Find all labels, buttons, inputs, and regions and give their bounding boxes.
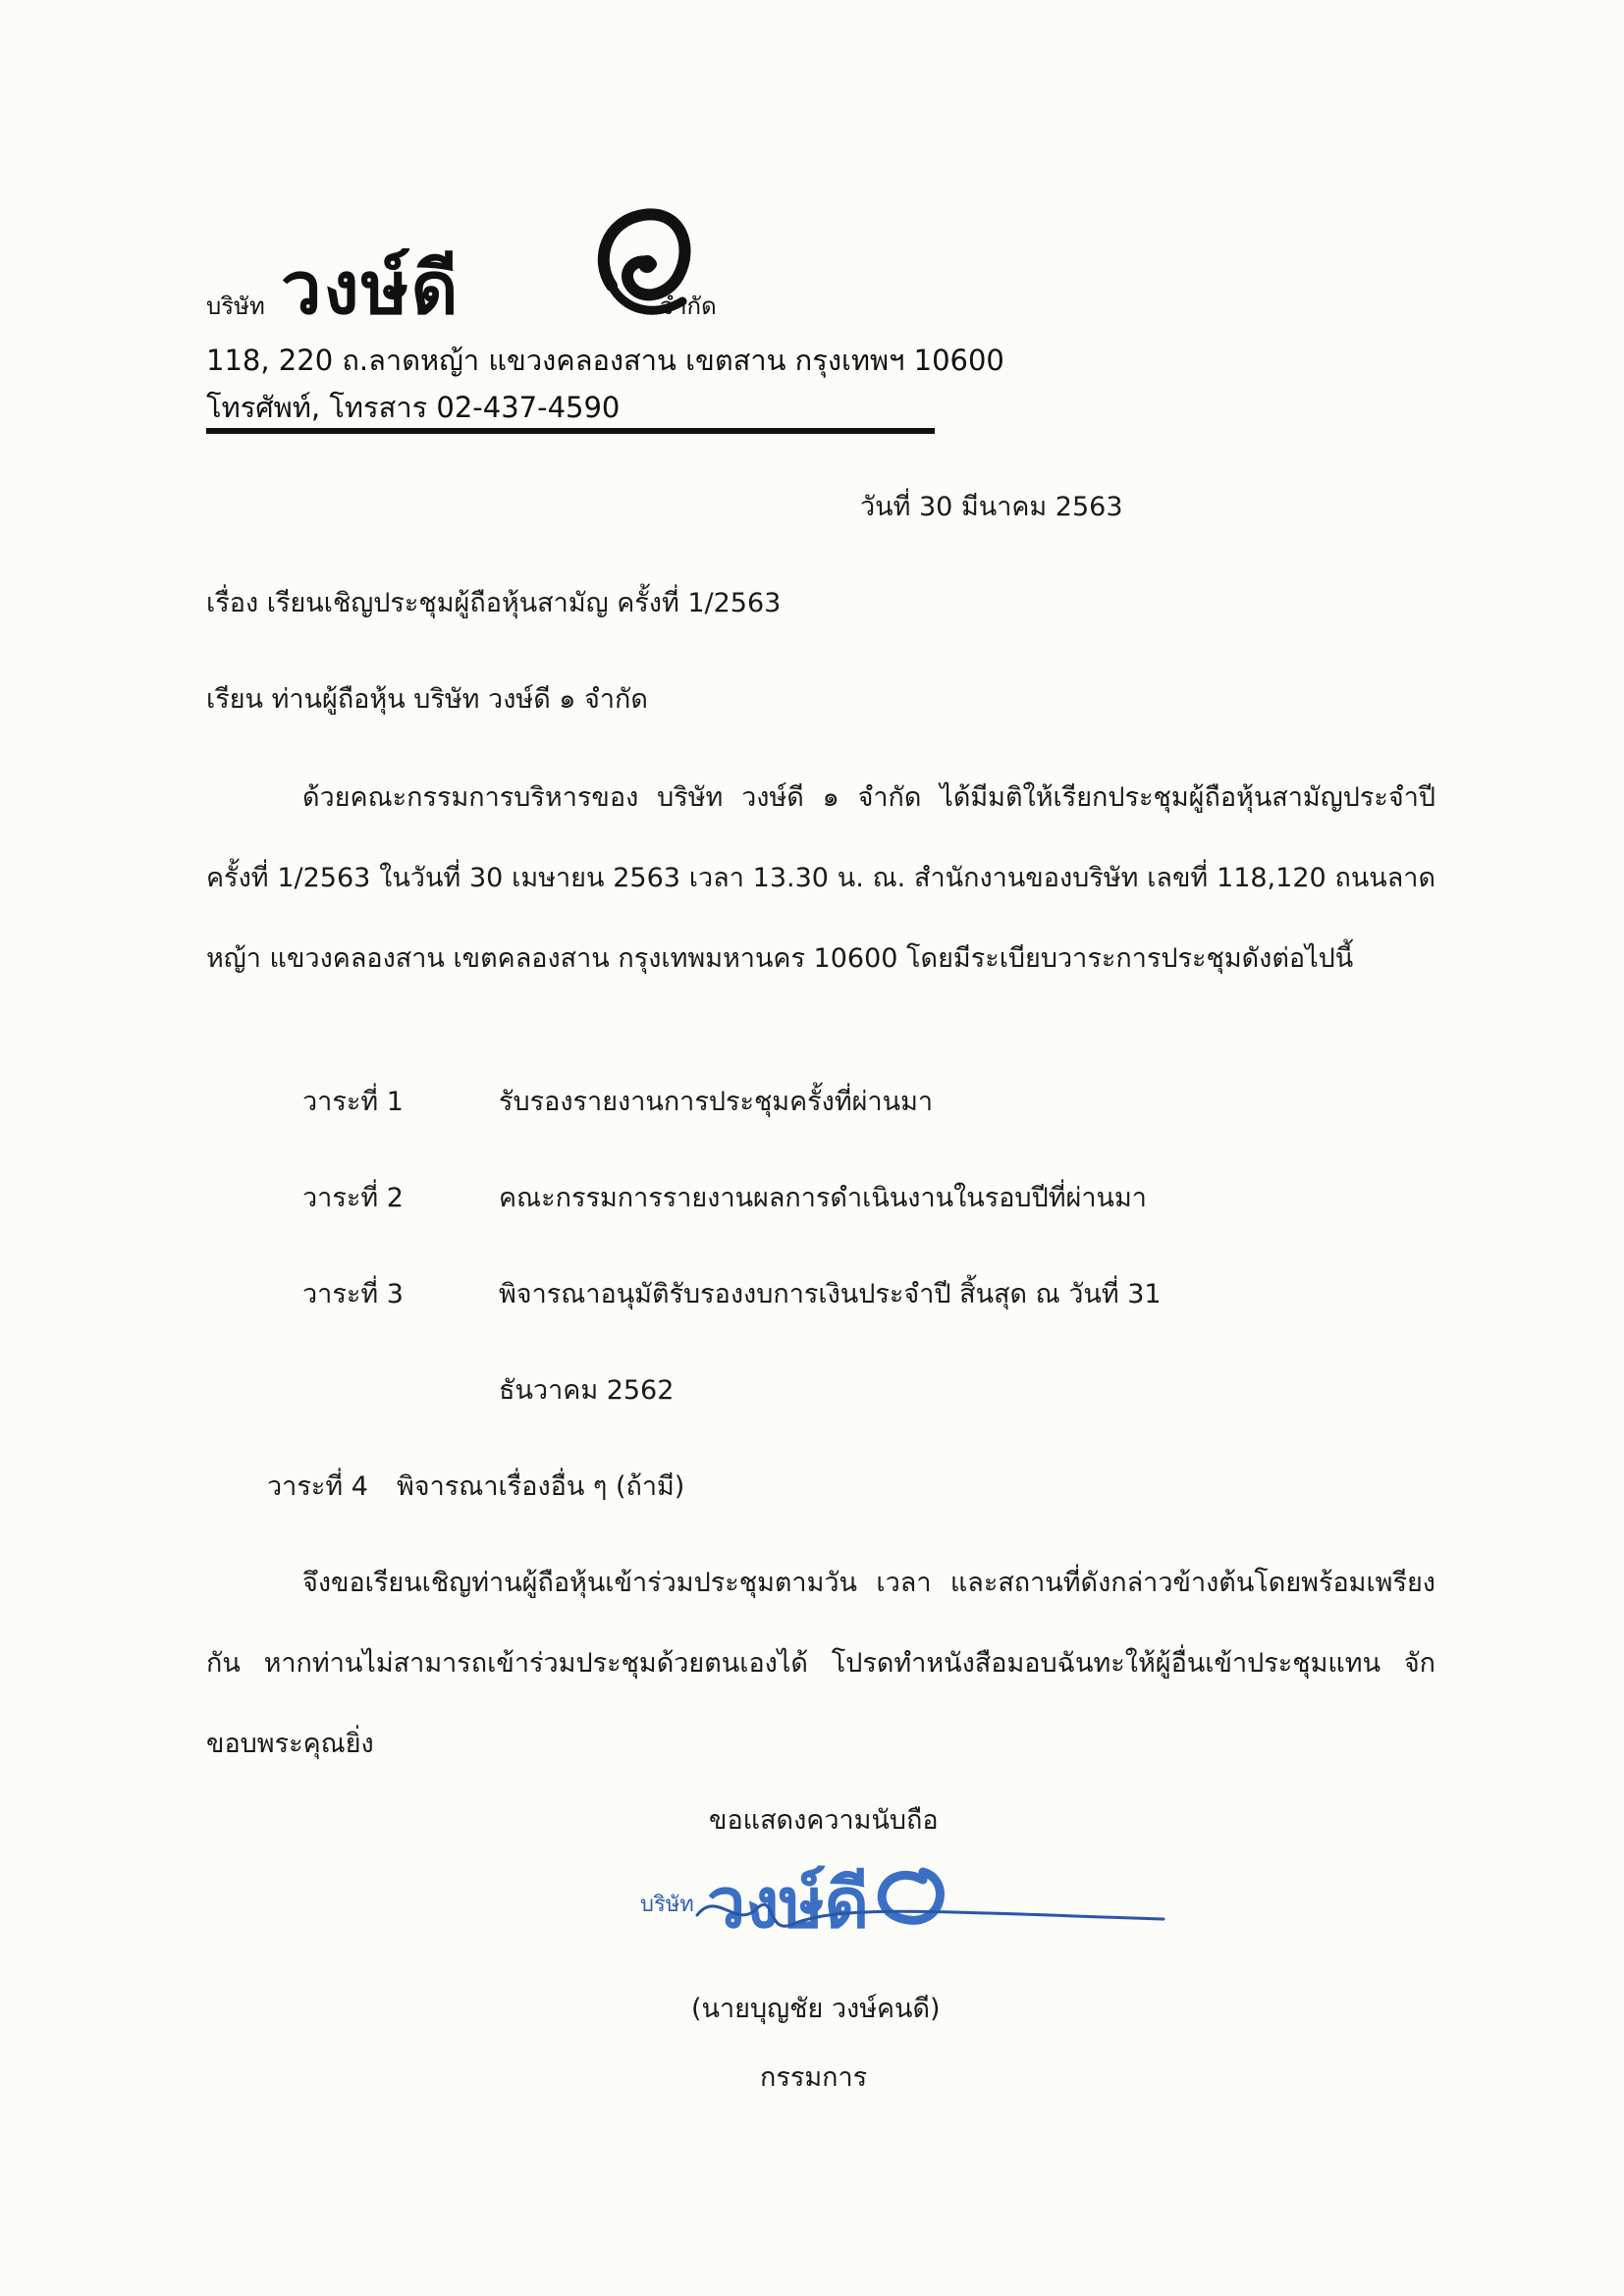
letter-subject: เรื่อง เรียนเชิญประชุมผู้ถือหุ้นสามัญ ครั้งที่ 1/2563 (206, 588, 782, 618)
signatory-name: (นายบุญชัย วงษ์คนดี) (691, 1994, 941, 2024)
closing-paragraph (206, 1543, 1435, 1785)
intro-paragraph (206, 758, 1435, 999)
agenda-item-4: พิจารณาเรื่องอื่น ๆ (ถ้ามี) (397, 1471, 685, 1502)
letterhead-suffix: จำกัด (660, 293, 717, 320)
letterhead-divider (206, 428, 935, 434)
agenda-label-1: วาระที่ 1 (302, 1087, 404, 1117)
agenda-label-2: วาระที่ 2 (302, 1183, 404, 1213)
agenda-item-3: พิจารณาอนุมัติรับรองงบการเงินประจำปี สิ้นสุด ณ วันที่ 31 (499, 1279, 1162, 1309)
agenda-item-1: รับรองรายงานการประชุมครั้งที่ผ่านมา (499, 1087, 934, 1117)
stamp-company-name: วงษ์ดี (707, 1863, 870, 1944)
stamp-prefix: บริษัท (640, 1893, 694, 1917)
signatory-title: กรรมการ (760, 2062, 868, 2093)
agenda-label-3: วาระที่ 3 (302, 1279, 404, 1309)
letter-recipient: เรียน ท่านผู้ถือหุ้น บริษัท วงษ์ดี ๑ จำกัด (206, 684, 648, 715)
intro-paragraph-text: ด้วยคณะกรรมการบริหารของ บริษัท วงษ์ดี ๑ จำกัด ได้มีมติให้เรียกประชุมผู้ถือหุ้นสามัญประจำปี ครั้งที่ 1/2563 ในวันที่ 30 เมษายน 2563 เวลา 13.30 น. ณ. สำนักงานของบริษัท เลขที่ 118,120 ถนนลาดหญ้า แขวงคลองสาน เขตคลองสาน กรุงเทพมหานคร 10600 โดยมีระเบียบวาระการประชุมดังต่อไปนี้ (206, 782, 1435, 974)
letter-date: วันที่ 30 มีนาคม 2563 (860, 492, 1123, 522)
agenda-item-3-continuation: ธันวาคม 2562 (499, 1375, 675, 1406)
letterhead-address: 118, 220 ถ.ลาดหญ้า แขวงคลองสาน เขตสาน กรุงเทพฯ 10600 (206, 344, 1004, 377)
regards-line: ขอแสดงความนับถือ (709, 1805, 939, 1836)
letterhead-company-name: วงษ์ดี (281, 246, 460, 331)
agenda-item-2: คณะกรรมการรายงานผลการดำเนินงานในรอบปีที่ผ่านมา (499, 1183, 1147, 1213)
agenda-label-4: วาระที่ 4 (267, 1471, 368, 1502)
letterhead-prefix: บริษัท (206, 293, 265, 320)
closing-paragraph-text: จึงขอเรียนเชิญท่านผู้ถือหุ้นเข้าร่วมประชุมตามวัน เวลา และสถานที่ดังกล่าวข้างต้นโดยพร้อมเพรียงกัน หากท่านไม่สามารถเข้าร่วมประชุมด้วยตนเองได้ โปรดทำหนังสือมอบฉันทะให้ผู้อื่นเข้าประชุมแทน จักขอบพระคุณยิ่ง (206, 1568, 1435, 1759)
company-stamp-signature (628, 1821, 1178, 1958)
letterhead-phone: โทรศัพท์, โทรสาร 02-437-4590 (206, 391, 621, 424)
